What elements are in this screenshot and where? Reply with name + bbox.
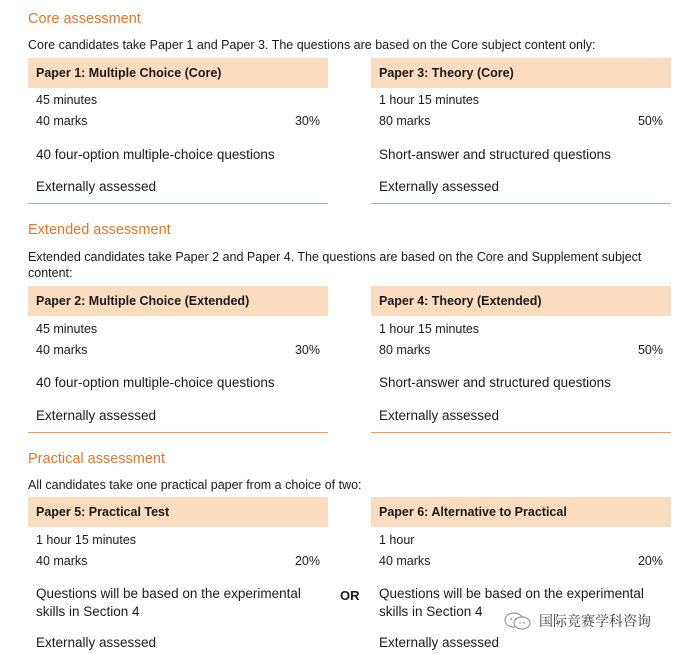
paper-card-4	[371, 286, 671, 434]
paper-description: Short-answer and structured questions	[379, 375, 611, 390]
paper-marks: 40 marks	[379, 554, 431, 568]
watermark	[503, 611, 651, 631]
paper-marks: 80 marks	[379, 114, 431, 128]
paper-card-2	[28, 286, 328, 434]
paper-description: 40 four-option multiple-choice questions	[36, 147, 275, 162]
paper-card-5	[28, 497, 328, 654]
paper-marks: 40 marks	[36, 114, 88, 128]
extended-intro: Extended candidates take Paper 2 and Paper 4. The questions are based on the Core and Supplement subject content:	[28, 250, 642, 280]
card-divider	[28, 203, 328, 204]
paper-title: Paper 4: Theory (Extended)	[371, 286, 671, 316]
paper-description: 40 four-option multiple-choice questions	[36, 375, 275, 390]
paper-assessment: Externally assessed	[379, 179, 500, 194]
paper-title: Paper 3: Theory (Core)	[371, 58, 671, 88]
extended-section-title: Extended assessment	[28, 222, 171, 238]
paper-duration: 1 hour 15 minutes	[379, 322, 480, 336]
paper-assessment: Externally assessed	[36, 408, 157, 423]
wechat-icon	[503, 611, 533, 631]
card-divider	[28, 432, 328, 433]
paper-card-3	[371, 58, 671, 205]
paper-weight: 20%	[637, 554, 663, 568]
card-divider	[371, 203, 671, 204]
paper-title: Paper 6: Alternative to Practical	[371, 497, 671, 527]
paper-description: Questions will be based on the experimental skills in Section 4	[36, 586, 301, 619]
paper-title: Paper 2: Multiple Choice (Extended)	[28, 286, 328, 316]
paper-title: Paper 5: Practical Test	[28, 497, 328, 527]
paper-duration: 45 minutes	[36, 322, 98, 336]
paper-title: Paper 1: Multiple Choice (Core)	[28, 58, 328, 88]
paper-description: Questions will be based on the experimental skills in Section 4	[379, 586, 644, 619]
practical-intro: All candidates take one practical paper from a choice of two:	[28, 478, 362, 492]
paper-weight: 30%	[294, 114, 320, 128]
card-divider	[371, 432, 671, 433]
core-intro: Core candidates take Paper 1 and Paper 3. The questions are based on the Core subject content only:	[28, 38, 596, 52]
paper-weight: 30%	[294, 343, 320, 357]
paper-assessment: Externally assessed	[379, 635, 500, 650]
paper-weight: 20%	[294, 554, 320, 568]
paper-description: Short-answer and structured questions	[379, 147, 611, 162]
paper-marks: 40 marks	[36, 343, 88, 357]
paper-duration: 1 hour	[379, 533, 415, 547]
watermark-text: 国际竞赛学科咨询	[539, 613, 651, 629]
practical-section-title: Practical assessment	[28, 451, 165, 467]
or-separator: OR	[340, 588, 360, 603]
paper-marks: 40 marks	[36, 554, 88, 568]
paper-assessment: Externally assessed	[36, 179, 157, 194]
paper-assessment: Externally assessed	[379, 408, 500, 423]
core-section-title: Core assessment	[28, 11, 141, 27]
paper-weight: 50%	[637, 114, 663, 128]
paper-marks: 80 marks	[379, 343, 431, 357]
paper-duration: 45 minutes	[36, 93, 98, 107]
paper-duration: 1 hour 15 minutes	[36, 533, 137, 547]
paper-weight: 50%	[637, 343, 663, 357]
paper-duration: 1 hour 15 minutes	[379, 93, 480, 107]
paper-card-1	[28, 58, 328, 205]
paper-assessment: Externally assessed	[36, 635, 157, 650]
